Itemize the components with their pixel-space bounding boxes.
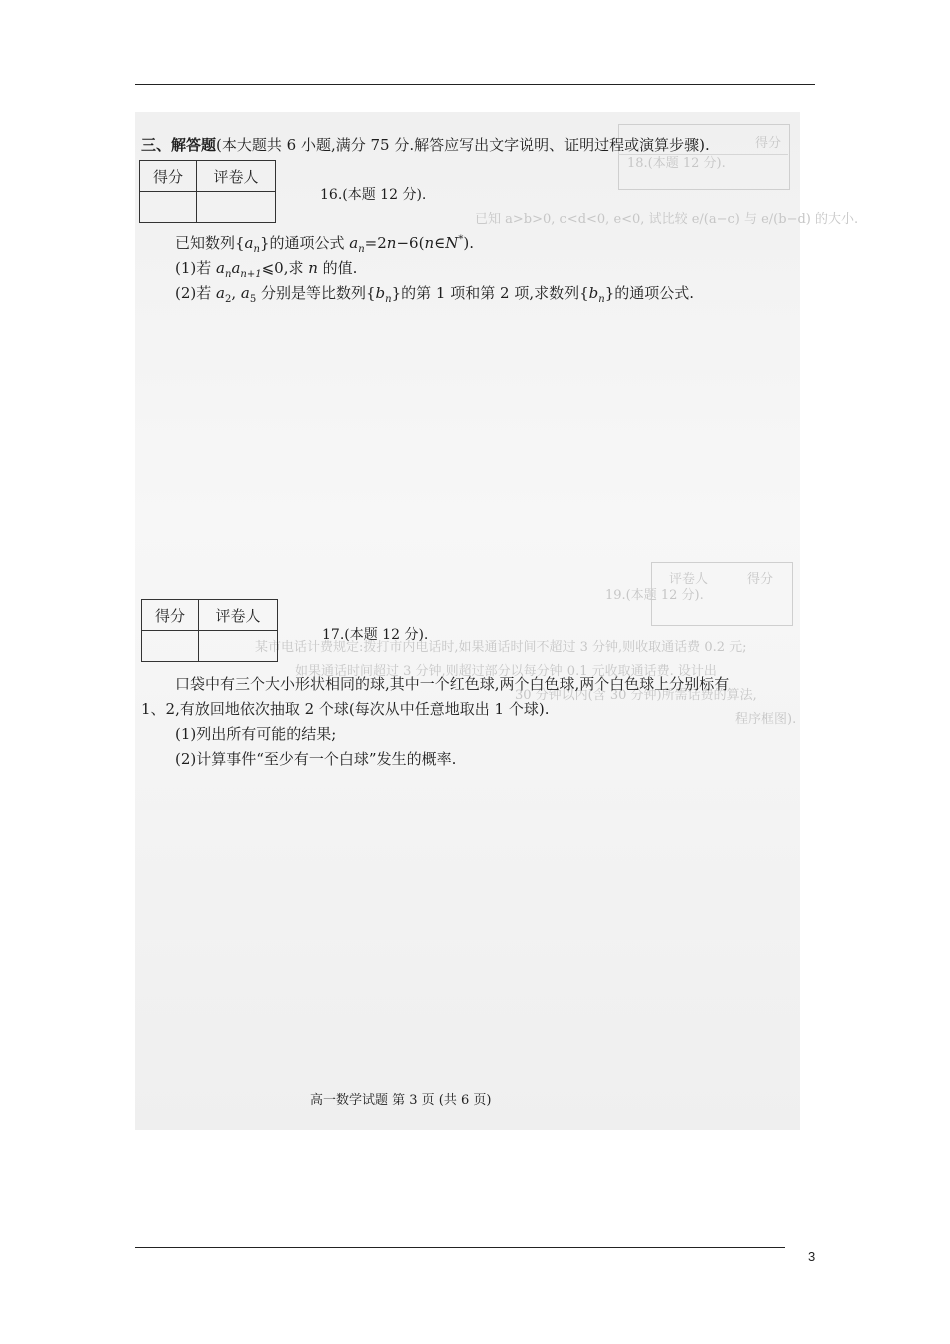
ghost-q19-line2: 如果通话时间超过 3 分钟,则超过部分以每分钟 0.1 元收取通话费. 设计出 (295, 664, 717, 679)
ghost-score-label-2: 得分 (747, 572, 774, 587)
grader-cell (197, 192, 276, 223)
question-17-part-2: (2)计算事件“至少有一个白球”发生的概率. (175, 750, 457, 768)
question-17-part-1: (1)列出所有可能的结果; (175, 725, 337, 743)
score-label: 得分 (140, 161, 197, 192)
section-heading-text: (本大题共 6 小题,满分 75 分.解答应写出文字说明、证明过程或演算步骤). (216, 136, 710, 154)
ghost-q19-title: 19.(本题 12 分). (605, 588, 704, 603)
page-footer: 高一数学试题 第 3 页 (共 6 页) (310, 1093, 492, 1108)
question-16-part-1: (1)若 $a_na_{n+1}⩽0$,求 n 的值. (175, 259, 358, 280)
question-17-stem-line-1: 口袋中有三个大小形状相同的球,其中一个红色球,两个白色球,两个白色球上分别标有 (175, 675, 730, 693)
header-rule (135, 84, 815, 85)
score-table-q16 (139, 160, 276, 223)
score-label: 得分 (142, 600, 199, 631)
ghost-q18-title: 18.(本题 12 分). (627, 156, 726, 171)
grader-cell (199, 631, 278, 662)
page-number: 3 (808, 1249, 816, 1264)
question-16-part-2: (2)若 $a_2$, $a_5$ 分别是等比数列$\{b_n\}$的第 1 项和第 2 项,求数列$\{b_n\}$的通项公式. (175, 284, 694, 305)
ghost-grader-label: 评卷人 (669, 572, 709, 587)
question-17-stem-line-2: 1、2,有放回地依次抽取 2 个球(每次从中任意地取出 1 个球). (141, 700, 550, 718)
grader-label: 评卷人 (199, 600, 278, 631)
score-cell (140, 192, 197, 223)
question-16-stem: 已知数列$\{a_n\}$的通项公式 $a_n=2n-6(n\in N^*)$. (175, 234, 474, 255)
question-17-title: 17.(本题 12 分). (322, 627, 429, 643)
ghost-q19-line4: 程序框图). (735, 712, 797, 727)
ghost-q19-line3: 30 分钟以内(含 30 分钟)所需话费的算法, (515, 688, 757, 703)
question-16-title: 16.(本题 12 分). (320, 187, 427, 203)
grader-label: 评卷人 (197, 161, 276, 192)
ghost-q19-line1: 某市电话计费规定:拨打市内电话时,如果通话时间不超过 3 分钟,则收取通话费 0.2 元; (255, 640, 747, 655)
ghost-q18-stem: 已知 a>b>0, c<d<0, e<0, 试比较 e/(a−c) 与 e/(b−d) 的大小. (475, 212, 859, 227)
section-heading-bold: 三、解答题 (141, 136, 217, 154)
scanned-exam-page (135, 112, 859, 1130)
score-table-q17 (141, 599, 278, 662)
score-cell (142, 631, 199, 662)
section-heading (141, 134, 710, 155)
ghost-score-label: 得分 (755, 136, 782, 151)
footer-rule (135, 1247, 785, 1248)
